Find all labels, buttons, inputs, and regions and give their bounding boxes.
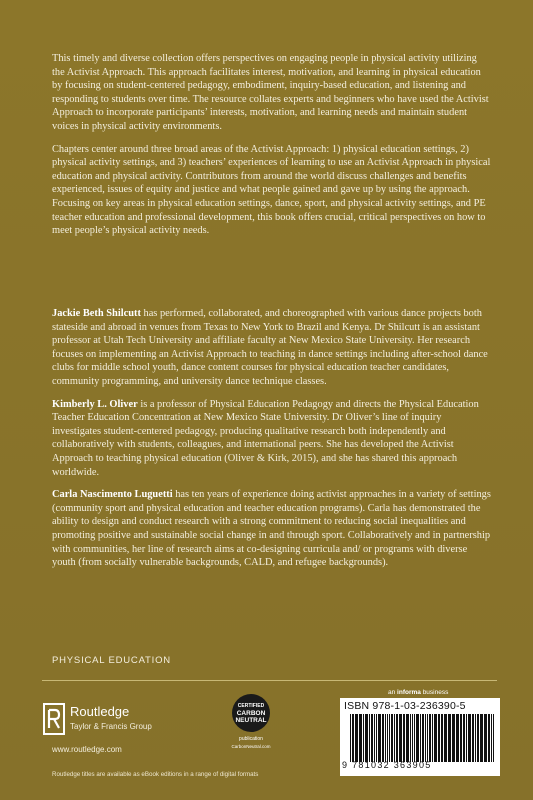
informa-suffix: business <box>420 689 449 696</box>
description-paragraph-2: Chapters center around three broad areas of the Activist Approach: 1) physical education settings, 2) physical activity settings, and 3) teachers’ experiences of learning to use an Activist Approach in physical education and physical activity. Contributors from around the world discuss challenges and benefits experienced, issues of equity and justice and what people gained and gave up by using the approach. Focusing on key areas in physical education settings, dance, sport, and physical activity settings, and PE teacher education and professional development, this book offers crucial, critical perspectives on how to meet people’s physical activity needs. <box>52 143 491 237</box>
author-bio-luguetti <box>52 488 492 570</box>
author-bio-shilcutt <box>52 307 492 389</box>
barcode-icon <box>350 714 494 762</box>
routledge-logo-icon <box>42 702 66 736</box>
divider <box>42 680 497 681</box>
isbn-barcode-box <box>340 698 500 776</box>
author-name: Carla Nascimento Luguetti <box>52 489 173 501</box>
subject-category: PHYSICAL EDUCATION <box>52 655 171 666</box>
carbon-main: CARBON NEUTRAL <box>235 710 267 724</box>
publisher-name: Routledge <box>70 704 130 719</box>
author-bio-oliver <box>52 398 492 480</box>
carbon-neutral-badge-icon <box>228 694 274 760</box>
carbon-certified: CERTIFIED <box>237 703 265 709</box>
informa-prefix: an <box>388 689 398 696</box>
description-paragraph-1: This timely and diverse collection offers perspectives on engaging people in physical activity utilizing the Activist Approach. This approach facilitates interest, motivation, and learning in physical education by focusing on student-centered pedagogy, embodiment, inquiry-based education, and listening and responding to students over time. The resource collates experts and beginners who have used the Activist Approach to incorporate participants’ interests, motivation, and learning needs and maintain student voices in physical activity environments. <box>52 53 489 132</box>
author-bio-text: has ten years of experience doing activist approaches in a variety of settings (community sport and physical education and teacher education programs). Carla has demonstrated the ability to design and conduct research with a strong commitment to reducing social inequalities and promoting positive and sustainable social change in and through sport. Collaboratively and in partnership with communities, her line of research aims at co-designing curricula and/ or programs with diverse youth (from socially vulnerable backgrounds, CALD, and refugee backgrounds). <box>52 489 491 569</box>
informa-brand: informa <box>397 689 421 696</box>
publisher-group: Taylor & Francis Group <box>70 722 152 731</box>
author-name: Kimberly L. Oliver <box>52 398 138 410</box>
author-bios <box>52 307 492 579</box>
informa-tagline <box>388 689 448 696</box>
book-description <box>52 52 492 247</box>
barcode-digits: 9 781032 363905 <box>342 760 432 770</box>
carbon-label: publication <box>239 736 263 742</box>
author-bio-text: has performed, collaborated, and choreographed with various dance projects both stateside and abroad in venues from Texas to New York to Brazil and Kenya. Dr Shilcutt is an assistant professor at Utah Tech University and affiliate faculty at New Mexico State University. Her research focuses on implementing an Activist Approach to teaching in dance settings including after-school dance clubs for middle school youth, dance content courses for physical education teacher candidates, community programming, and university dance technique classes. <box>52 308 488 387</box>
author-bio-text: is a professor of Physical Education Pedagogy and directs the Physical Education Teacher Education Concentration at New Mexico State University. Dr Oliver’s line of inquiry investigates student-centered pedagogy, producing qualitative research both independently and collaboratively with students, colleagues, and international peers. She has developed the Activist Approach to teaching physical education (Oliver & Kirk, 2015), and she has shared this approach worldwide. <box>52 398 479 478</box>
author-name: Jackie Beth Shilcutt <box>52 308 141 319</box>
isbn-label: ISBN 978-1-03-236390-5 <box>344 700 466 712</box>
publisher-block <box>42 700 202 742</box>
carbon-url: CarbonNeutral.com <box>231 744 271 749</box>
ebook-footnote: Routledge titles are available as eBook editions in a range of digital formats <box>52 771 259 778</box>
publisher-url[interactable]: www.routledge.com <box>52 745 122 754</box>
